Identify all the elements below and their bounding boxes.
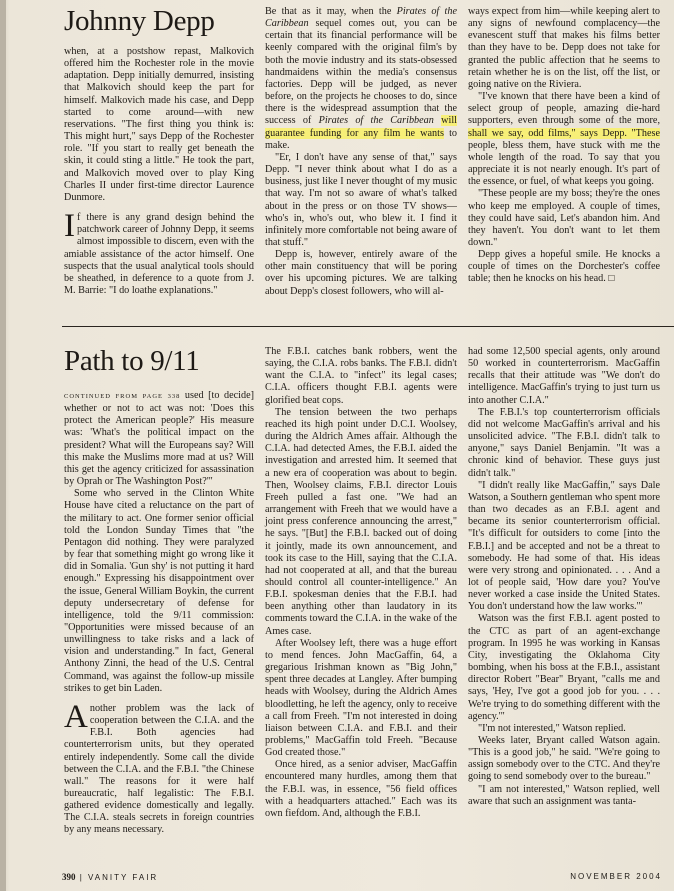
top-column-1 <box>64 6 254 297</box>
article-title-johnny-depp: Johnny Depp <box>64 5 215 37</box>
bottom-col3-paragraph-5: "I'm not interested," Watson replied. <box>478 722 626 734</box>
text-span: Be that as it may, when the <box>265 6 397 17</box>
bottom-column-1 <box>64 346 254 837</box>
page-footer <box>62 872 662 882</box>
bottom-column-3 <box>468 346 660 808</box>
issue-date: NOVEMBER 2004 <box>570 872 662 881</box>
text-span: to make. <box>265 127 457 151</box>
top-col3-paragraph-3: "These people are my boss; they're the ones who keep me employed. A couple of times, they could have said, Let's abandon him. And they haven't. You don't want to let them down." <box>468 188 660 248</box>
top-col3-paragraph-2 <box>468 91 660 188</box>
bottom-col2-paragraph-3: After Woolsey left, there was a huge effort to mend fences. John MacGaffin, 64, a gregarious Irishman known as "Big John," spent three decades at Langley. After bumping heads with Woolsey, during the Aldrich Ames bloodletting, he left the agency, only to receive a call from Freeh. "I'm not interested in doing liaison between C.I.A. and F.B.I. and their problems," MacGaffin told Freeh. "Because God created those." <box>265 637 457 759</box>
highlighted-text: will guarantee funding for any film he wants <box>265 115 457 139</box>
drop-cap-a: A <box>64 698 88 735</box>
highlighted-text: shall we say, odd films," says Depp. "These <box>468 127 660 139</box>
top-col2-paragraph-3: Depp is, however, entirely aware of the other main constituency that will be poring over his upcoming pictures. We are talking about Depp's closest followers, who will al- <box>265 249 457 297</box>
bottom-col1-paragraph-2: Some who served in the Clinton White House have cited a reluctance on the part of the military to act. One former senior official told the London Sunday Times that "the Pentagon did nothing. They were paralyzed by fear that something might go wrong like it did in Somalia. 'Gun shy' is not putting it hard enough." Expressing his disappointment over the issue, General William Boykin, the current deputy undersecretary of defense for intelligence, told the 9/11 commission: "Opportunities were missed because of an unwillingness to take risks and a lack of vision and understanding." In fact, General Anthony Zinni, the head of the U.S. Central Command, was against the follow-up missile strikes to get bin Laden. <box>64 488 254 694</box>
bottom-col1-paragraph-1 <box>64 390 254 488</box>
page-number: 390 <box>62 872 76 882</box>
top-column-3 <box>468 6 660 286</box>
bottom-col3-paragraph-2: The F.B.I.'s top counterterrorism officials did not welcome MacGaffin's arrival and his unsolicited advice. "The F.B.I. didn't talk to anyone," says Daniel Benjamin. "It was a chronic kind of behavior. These guys just didn't talk." <box>468 406 660 479</box>
bottom-col3-paragraph-3: "I didn't really like MacGaffin," says Dale Watson, a Southern gentleman who spent more than two decades as an F.B.I. agent and became its senior counterterrorism official. "It's difficult for outsiders to come [into the F.B.I.] and be accepted and not be a threat to somebody. He had some of that. His ideas were very strong and opinionated. . . . And a lot of people said, 'How dare you? You've never worked a case inside the United States. You don't understand how the law works.'" <box>468 479 660 613</box>
bottom-col3-paragraph-4: Watson was the first F.B.I. agent posted to the CTC as part of an agent-exchange program. In 1995 he was working in Kansas City, investigating the Oklahoma City bombing, when his boss at the F.B.I., assistant director Robert "Bear" Bryant, "calls me and says, 'Hey, I've got a good job for you. . . . We're trying to do something different with the agency.'" <box>468 613 660 722</box>
top-col3-paragraph-1: ways expect from him—while keeping alert to any signs of newfound complacency—the evanescent stuff that makes his films better than they have to be. Depp does not take for granted the public affection that he seems to retain whether he is on the list, off the list, or going native on the Riviera. <box>468 6 660 90</box>
text-span: used [to decide] whether or not to act was not: 'Does this protect the American people?' His measure was: 'What's the political impact on the president? What will the Europeans say? Will this make the Muslims more mad at us? Will this get the agency criticized for assassination by Oprah or The Washington Post?'" <box>64 390 255 488</box>
top-col1b-text: f there is any grand design behind the patchwork career of Johnny Depp, it seems almost impossible to discern, even with the amiable assistance of the actor himself. One suspects that the usual analytical tools should be sheathed, in deference to a quote from J. M. Barrie: "I do loathe explanations." <box>64 212 254 296</box>
top-col2-paragraph-2: "Er, I don't have any sense of that," says Depp. "I never think about what I do as a business, just like I never thought of my music that way. I'm not so aware of what's talked about in the press or on those TV shows—who's in, who's out, who blew it. I find it infinitely more comfortable not being aware of that stuff." <box>265 151 457 248</box>
bottom-col2-paragraph-1: The F.B.I. catches bank robbers, went the saying, the C.I.A. robs banks. The F.B.I. didn't want the C.I.A. to "infect" its legal cases; C.I.A. officers thought F.B.I. agents were glorified beat cops. <box>265 346 457 406</box>
continued-from-label: CONTINUED FROM PAGE 338 <box>64 393 181 400</box>
magazine-name: VANITY FAIR <box>88 873 159 882</box>
bottom-col3-paragraph-1: had some 12,500 special agents, only around 50 worked in counterterrorism. MacGaffin recalls that their attitude was "We don't do intelligence. MacGaffin's trying to just turn us into another C.I.A." <box>468 346 660 406</box>
text-span: sequel comes out, you can be certain that its financial performance will be keenly compared with the original film's by both the movie industry and its stats-obsessed handmaidens within the media's consensus factories. Depp will be judged, as never before, on the projects he chooses to do, since there is the widespread assumption that the success of <box>265 18 457 127</box>
top-col2-paragraph-1 <box>265 6 457 152</box>
top-col3-paragraph-4: Depp gives a hopeful smile. He knocks a couple of times on the Dorchester's coffee table; then he knocks on his head. □ <box>468 249 660 285</box>
bottom-col3-paragraph-7: "I am not interested," Watson replied, well aware that such an assignment was tanta- <box>468 783 660 807</box>
text-span: people, bless them, have stuck with me the whole length of the road. To say that you appreciate it is not nearly enough. It's part of the essence, or fuel, of what keeps you going. <box>468 139 660 188</box>
article-title-path-to-911: Path to 9/11 <box>64 345 200 377</box>
text-span: nother problem was the lack of cooperation between the C.I.A. and the F.B.I. Both agencies had counterterrorism units, but they operated entirely independently. Some call the divide between the C.I.A. and the F.B.I. "the Chinese wall." The reasons for it were half bureaucratic, half legalistic: The F.B.I. gathered evidence domestically and legally. The C.I.A. steals secrets in foreign countries by any means necessary. <box>64 702 254 836</box>
drop-cap-i: I <box>64 208 75 245</box>
text-span: "I've known that there have been a kind of select group of people, amazing die-hard supporters, even through some of the more, <box>468 91 660 127</box>
bottom-col2-paragraph-2: The tension between the two perhaps reached its high point under D.C.I. Woolsey, during the Aldrich Ames affair. Although the C.I.A. had detected Ames, the F.B.I. aided the investigation and arrested him. It seemed that a new era of cooperation was about to begin. Then, Woolsey claims, F.B.I. director Louis Freeh pulled a fast one. "We had an arrangement with Freeh that we would have a joint press conference announcing the arrest," he says. "[But] the F.B.I. backed out of doing it jointly, made its own announcement, and took its case to the Hill, saying that the C.I.A. had not cooperated at all, and that the bureau should control all counter-intelligence." An F.B.I. spokesman denies that the F.B.I. had been anything other than laudatory in its comments toward the C.I.A. in the wake of the Ames case. <box>265 406 457 637</box>
bottom-col3-paragraph-6: Weeks later, Bryant called Watson again. "This is a good job," he said. "We're going to assign somebody over to the CTC. And they're going to send somebody over to the bureau." <box>468 735 660 783</box>
section-divider <box>62 326 674 327</box>
top-col1-paragraph: when, at a postshow repast, Malkovich offered him the Rochester role in the movie adaptation. Depp initially demurred, insisting that Malkovich should keep the part for himself. Malkovich made his case, and Depp started to come around—with new reservations. "The first thing you think is: This might hurt," says Depp of the Rochester role. "If you start to really get beneath the skin, it could sting a little." He took the part, and Malkovich moved over to play King Charles II under first-time director Laurence Dunmore. <box>64 46 254 203</box>
top-col1-section-paragraph <box>64 208 254 297</box>
footer-separator: | <box>79 873 89 882</box>
italic-title: Pirates of the Caribbean <box>318 115 434 127</box>
bottom-col1-section-paragraph <box>64 698 254 837</box>
bottom-col2-paragraph-4: Once hired, as a senior adviser, MacGaffin encountered many hurdles, among them that the F.B.I. was, in essence, "56 field offices with a headquarters attached." Each was its own fiefdom. And, although the F.B.I. <box>265 759 457 819</box>
page-edge-shadow <box>0 0 6 891</box>
bottom-column-2 <box>265 346 457 820</box>
top-column-2 <box>265 6 457 298</box>
italic-title: Pirates of the Caribbean <box>265 6 457 30</box>
